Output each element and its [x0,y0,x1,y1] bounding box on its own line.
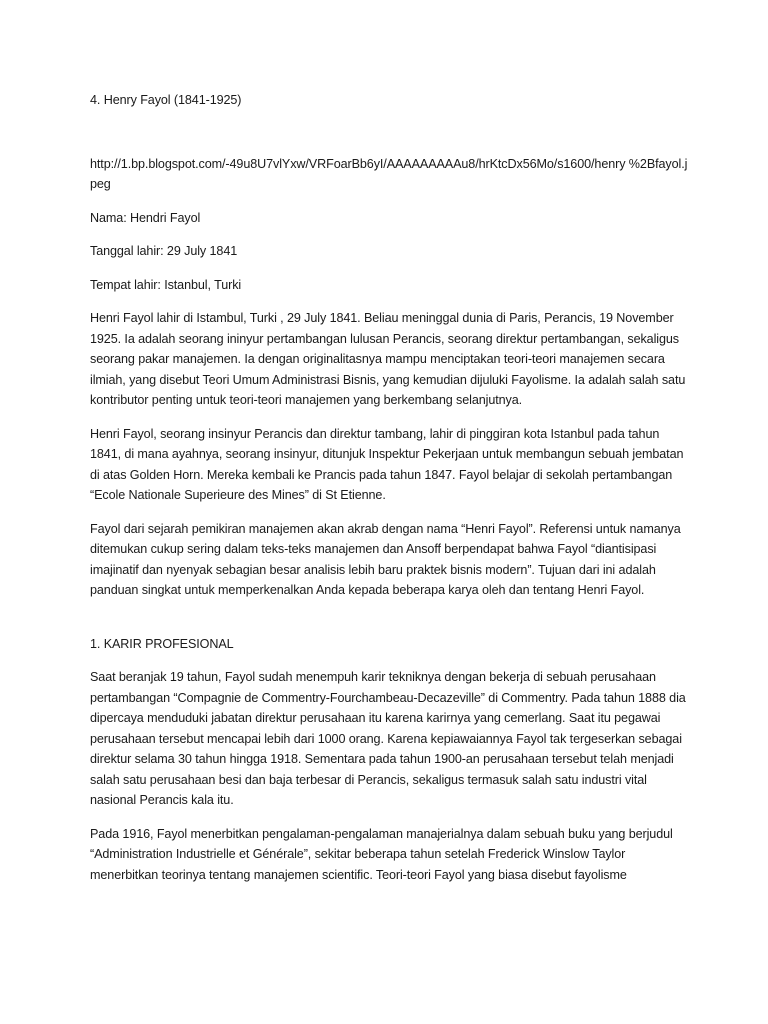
section-heading: 1. KARIR PROFESIONAL [90,636,234,651]
paragraph-publication: Pada 1916, Fayol menerbitkan pengalaman-pengalaman manajerialnya dalam sebuah buku yang berjudul “Administration Industrielle et Générale”, sekitar beberapa tahun setelah Frederick Winslow Taylor menerbitkan teorinya tentang manajemen scientific. Teori-teori Fayol yang biasa disebut fayolisme [90,826,673,882]
field-name: Nama: Hendri Fayol [90,210,201,225]
field-birth-place: Tempat lahir: Istanbul, Turki [90,277,242,292]
paragraph-reference: Fayol dari sejarah pemikiran manajemen akan akrab dengan nama “Henri Fayol”. Referensi untuk namanya ditemukan cukup sering dalam teks-teks manajemen dan Ansoff berpendapat bahwa Fayol “diantisipasi imajinatif dan nyenyak sebagian besar analisis lebih baru praktek bisnis modern”. Tujuan dari ini adalah panduan singkat untuk memperkenalkan Anda kepada beberapa karya oleh dan tentang Henri Fayol. [90,521,681,597]
paragraph-intro: Henri Fayol lahir di Istambul, Turki , 29 July 1841. Beliau meninggal dunia di Paris, Perancis, 19 November 1925. Ia adalah seorang ininyur pertambangan lulusan Perancis, seorang direktur pertambangan, sekaligus seorang pakar manajemen. Ia dengan originalitasnya mampu menciptakan teori-teori manajemen secara ilmiah, yang disebut Teori Umum Administrasi Bisnis, yang kemudian dijuluki Fayolisme. Ia adalah salah satu kontributor penting untuk teori-teori manajemen yang berkembang selanjutnya. [90,311,686,407]
paragraph-career: Saat beranjak 19 tahun, Fayol sudah menempuh karir tekniknya dengan bekerja di sebuah perusahaan pertambangan “Compagnie de Commentry-Fourchambeau-Decazeville” di Commentry. Pada tahun 1888 dia dipercaya menduduki jabatan direktur perusahaan itu karena karirnya yang cemerlang. Saat itu pegawai perusahaan tersebut mencapai lebih dari 1000 orang. Karena kepiawaiannya Fayol tak tergeserkan sebagai direktur selama 30 tahun hingga 1918. Sementara pada tahun 1900-an perusahaan tersebut telah menjadi salah satu perusahaan besi dan baja terbesar di Perancis, sekaligus termasuk salah satu industri vital nasional Perancis kala itu. [90,670,686,807]
field-birth-date: Tanggal lahir: 29 July 1841 [90,244,238,258]
document-page [90,90,690,898]
paragraph-background: Henri Fayol, seorang insinyur Perancis dan direktur tambang, lahir di pinggiran kota Istanbul pada tahun 1841, di mana ayahnya, seorang insinyur, ditunjuk Inspektur Pekerjaan untuk membangun sebuah jembatan di atas Golden Horn. Mereka kembali ke Prancis pada tahun 1847. Fayol belajar di sekolah pertambangan “Ecole Nationale Superieure des Mines” di St Etienne. [90,426,684,502]
document-heading: 4. Henry Fayol (1841-1925) [90,93,242,107]
image-url-text: http://1.bp.blogspot.com/-49u8U7vlYxw/VRFoarBb6yI/AAAAAAAAAu8/hrKtcDx56Mo/s1600/henry %2Bfayol.jpeg [90,156,688,191]
